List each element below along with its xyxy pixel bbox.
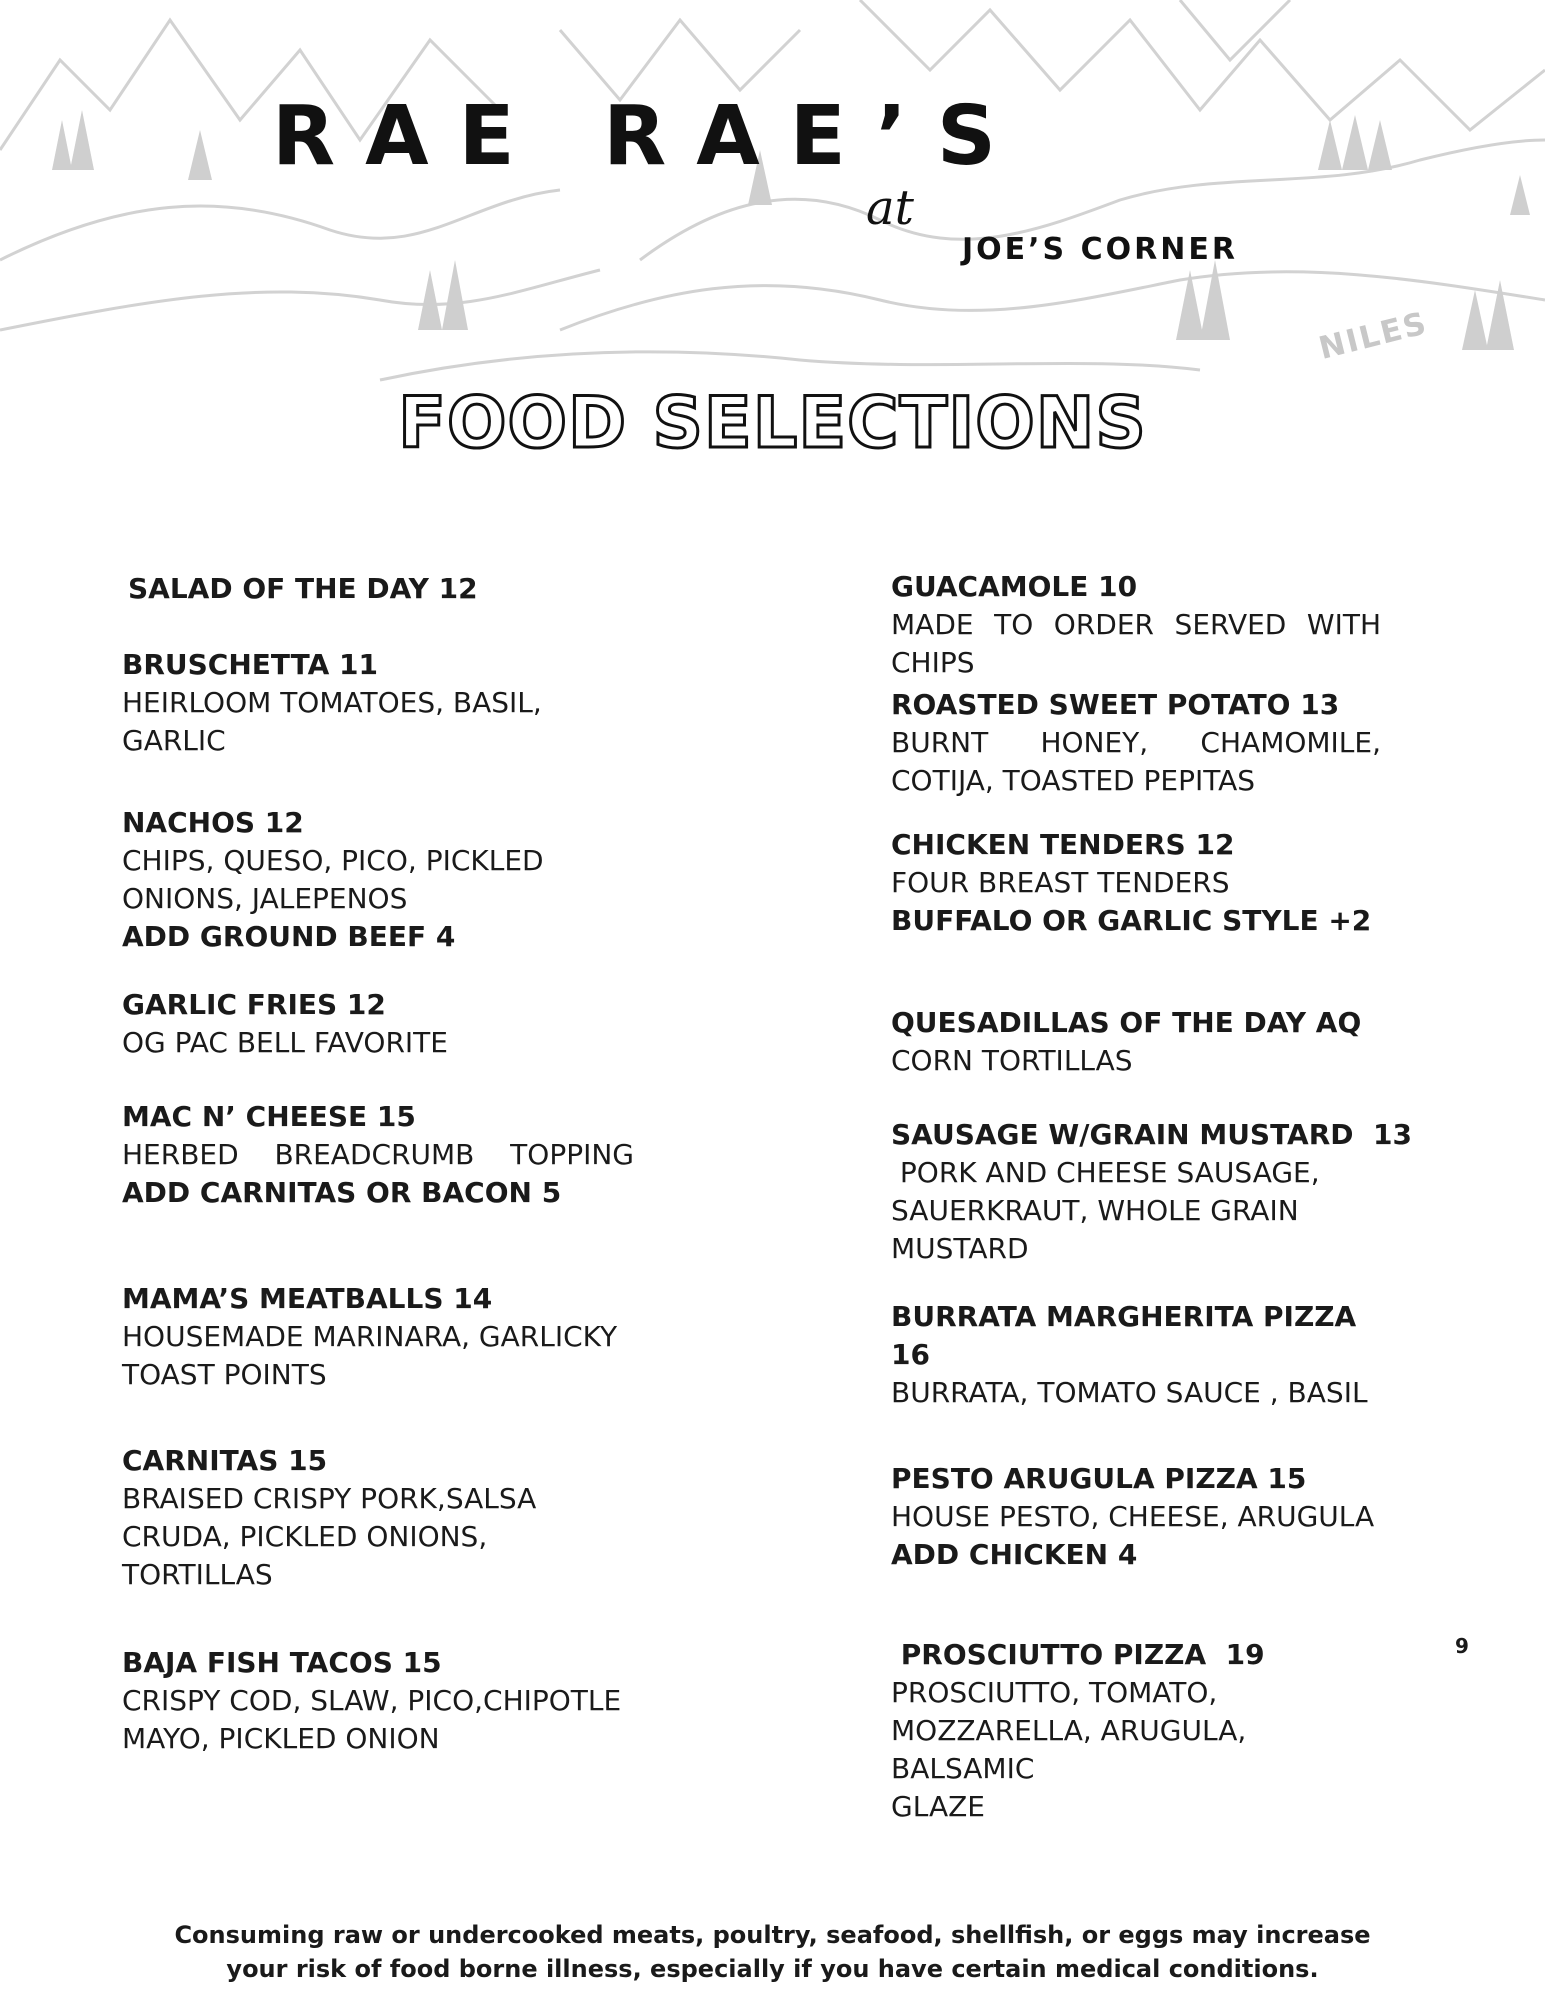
- niles-watermark: NILES: [1315, 305, 1432, 367]
- item-name: SALAD OF THE DAY 12: [128, 572, 478, 605]
- item-name: MAC N’ CHEESE 15: [122, 1100, 416, 1133]
- disclaimer-line: your risk of food borne illness, especially if you have certain medical conditions.: [226, 1955, 1319, 1983]
- menu-left-column: [122, 570, 642, 1758]
- food-safety-disclaimer: [0, 1918, 1545, 1986]
- menu-item: [122, 1280, 642, 1394]
- venue-name: JOE’S CORNER: [962, 232, 1238, 267]
- item-description: OG PAC BELL FAVORITE: [122, 1026, 448, 1059]
- item-description: BURRATA, TOMATO SAUCE , BASIL: [891, 1376, 1368, 1409]
- item-name: ROASTED SWEET POTATO 13: [891, 688, 1340, 721]
- item-name: CHICKEN TENDERS 12: [891, 828, 1235, 861]
- restaurant-name: RAE RAE’S: [272, 89, 1026, 184]
- at-connector: at: [866, 180, 914, 236]
- menu-item: [891, 1636, 1381, 1826]
- item-description: HEIRLOOM TOMATOES, BASIL, GARLIC: [122, 686, 542, 757]
- item-name: CARNITAS 15: [122, 1444, 328, 1477]
- item-name: BRUSCHETTA 11: [122, 648, 378, 681]
- menu-item: [122, 804, 642, 956]
- page-title: FOOD SELECTIONS: [398, 382, 1147, 464]
- item-name: PROSCIUTTO PIZZA 19: [891, 1638, 1265, 1671]
- item-addon: ADD GROUND BEEF 4: [122, 920, 456, 953]
- item-name: GUACAMOLE 10: [891, 570, 1138, 603]
- item-name: BAJA FISH TACOS 15: [122, 1646, 442, 1679]
- mountain-background: [0, 0, 1545, 420]
- menu-item: [891, 686, 1381, 800]
- item-description: FOUR BREAST TENDERS: [891, 866, 1230, 899]
- item-description: PORK AND CHEESE SAUSAGE,: [891, 1156, 1320, 1189]
- item-name: SAUSAGE W/GRAIN MUSTARD 13: [891, 1118, 1412, 1151]
- menu-item: [891, 1460, 1381, 1574]
- menu-right-column: [891, 568, 1412, 1826]
- menu-item: [891, 1298, 1381, 1412]
- item-addon: ADD CHICKEN 4: [891, 1538, 1138, 1571]
- item-description: GLAZE: [891, 1790, 985, 1823]
- item-description: CHIPS, QUESO, PICO, PICKLED: [122, 844, 544, 877]
- item-description: TORTILLAS: [122, 1558, 273, 1591]
- item-description: MUSTARD: [891, 1232, 1029, 1265]
- menu-item: [122, 646, 642, 760]
- item-description: PROSCIUTTO, TOMATO,: [891, 1676, 1218, 1709]
- item-addon: ADD CARNITAS OR BACON 5: [122, 1176, 562, 1209]
- item-description: MAYO, PICKLED ONION: [122, 1722, 440, 1755]
- menu-item: [122, 1644, 642, 1758]
- item-description: HOUSE PESTO, CHEESE, ARUGULA: [891, 1500, 1375, 1533]
- item-name: NACHOS 12: [122, 806, 304, 839]
- item-name: QUESADILLAS OF THE DAY AQ: [891, 1006, 1362, 1039]
- item-name: GARLIC FRIES 12: [122, 988, 386, 1021]
- menu-item: [122, 1442, 642, 1594]
- page-number: 9: [1455, 1634, 1469, 1658]
- item-description: CORN TORTILLAS: [891, 1044, 1133, 1077]
- item-description: SAUERKRAUT, WHOLE GRAIN: [891, 1194, 1299, 1227]
- item-addon: BUFFALO OR GARLIC STYLE +2: [891, 904, 1372, 937]
- item-description: CRISPY COD, SLAW, PICO,CHIPOTLE: [122, 1684, 622, 1717]
- item-name: PESTO ARUGULA PIZZA 15: [891, 1462, 1307, 1495]
- menu-item: [891, 1116, 1412, 1268]
- item-description: HERBED BREADCRUMB TOPPING: [122, 1138, 634, 1171]
- item-description: CHIPS: [891, 646, 975, 679]
- disclaimer-line: Consuming raw or undercooked meats, poultry, seafood, shellfish, or eggs may increase: [174, 1921, 1371, 1949]
- item-description: COTIJA, TOASTED PEPITAS: [891, 764, 1256, 797]
- item-name: BURRATA MARGHERITA PIZZA 16: [891, 1300, 1357, 1371]
- menu-item: [891, 826, 1381, 940]
- item-description: CRUDA, PICKLED ONIONS,: [122, 1520, 488, 1553]
- item-description: MOZZARELLA, ARUGULA, BALSAMIC: [891, 1714, 1247, 1785]
- menu-item: [128, 570, 642, 608]
- menu-item: [122, 1098, 634, 1212]
- menu-item: [891, 568, 1381, 682]
- item-description: BRAISED CRISPY PORK,SALSA: [122, 1482, 537, 1515]
- item-description: BURNT HONEY, CHAMOMILE,: [891, 726, 1381, 759]
- menu-item: [891, 1004, 1381, 1080]
- item-description: MADE TO ORDER SERVED WITH: [891, 608, 1381, 641]
- menu-item: [122, 986, 642, 1062]
- item-description: HOUSEMADE MARINARA, GARLICKY: [122, 1320, 618, 1353]
- item-description: TOAST POINTS: [122, 1358, 327, 1391]
- item-description: ONIONS, JALEPENOS: [122, 882, 408, 915]
- item-name: MAMA’S MEATBALLS 14: [122, 1282, 493, 1315]
